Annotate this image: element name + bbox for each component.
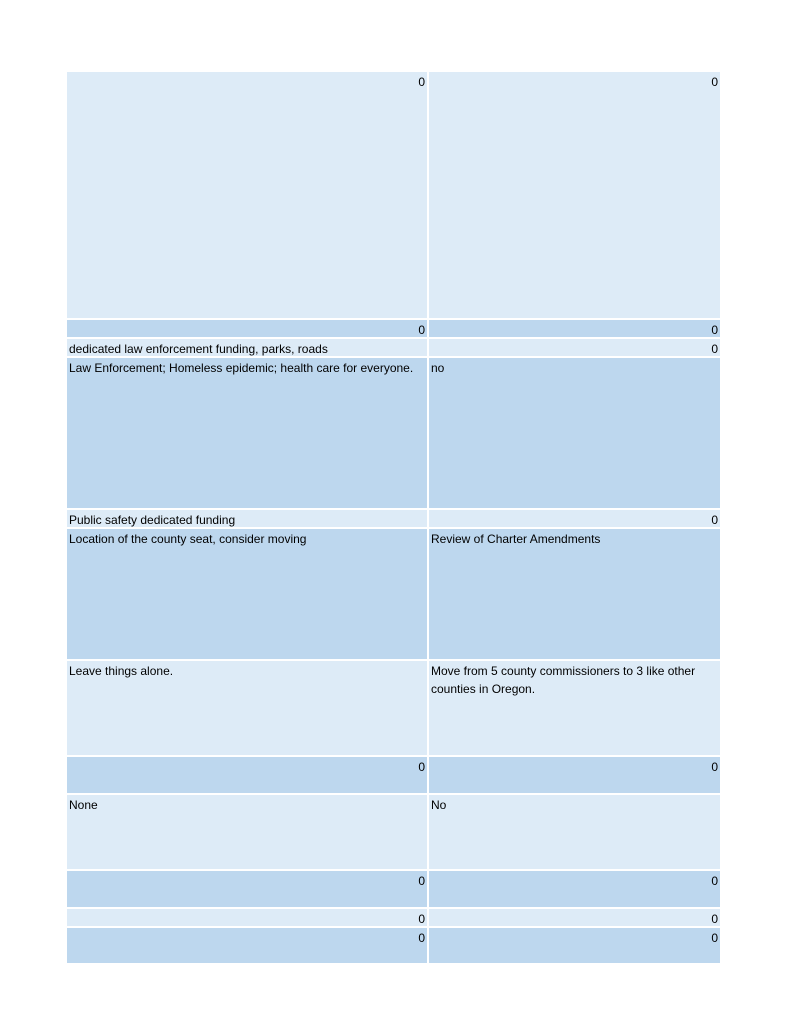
table-cell[interactable]: 0 [429, 510, 720, 527]
table-cell[interactable]: Law Enforcement; Homeless epidemic; health care for everyone. [67, 358, 429, 508]
table-row [67, 72, 720, 320]
table-row [67, 320, 720, 339]
table-cell[interactable]: 0 [429, 320, 720, 337]
table-cell[interactable]: 0 [429, 339, 720, 356]
table-cell[interactable]: 0 [67, 909, 429, 926]
table-cell[interactable]: 0 [429, 72, 720, 318]
table-cell[interactable]: No [429, 795, 720, 869]
table-cell[interactable]: 0 [429, 909, 720, 926]
table-cell[interactable]: 0 [67, 871, 429, 907]
table-cell[interactable]: Location of the county seat, consider moving [67, 529, 429, 659]
table-row [67, 795, 720, 871]
table-cell[interactable]: dedicated law enforcement funding, parks, roads [67, 339, 429, 356]
table-row [67, 339, 720, 358]
table-cell[interactable]: Move from 5 county commissioners to 3 like other counties in Oregon. [429, 661, 720, 755]
table-cell[interactable]: 0 [67, 757, 429, 793]
table-cell[interactable]: None [67, 795, 429, 869]
table-row [67, 529, 720, 661]
table-cell[interactable]: 0 [67, 72, 429, 318]
table-cell[interactable]: Review of Charter Amendments [429, 529, 720, 659]
table-row [67, 757, 720, 795]
table-cell[interactable]: Public safety dedicated funding [67, 510, 429, 527]
table-cell[interactable]: no [429, 358, 720, 508]
table-cell[interactable]: 0 [429, 757, 720, 793]
table-row [67, 661, 720, 757]
table-cell[interactable]: Leave things alone. [67, 661, 429, 755]
table-row [67, 928, 720, 965]
spreadsheet-table [67, 72, 720, 965]
table-row [67, 510, 720, 529]
table-cell[interactable]: 0 [67, 928, 429, 963]
table-cell[interactable]: 0 [429, 871, 720, 907]
table-cell[interactable]: 0 [67, 320, 429, 337]
table-row [67, 871, 720, 909]
table-cell[interactable]: 0 [429, 928, 720, 963]
table-row [67, 909, 720, 928]
table-row [67, 358, 720, 510]
